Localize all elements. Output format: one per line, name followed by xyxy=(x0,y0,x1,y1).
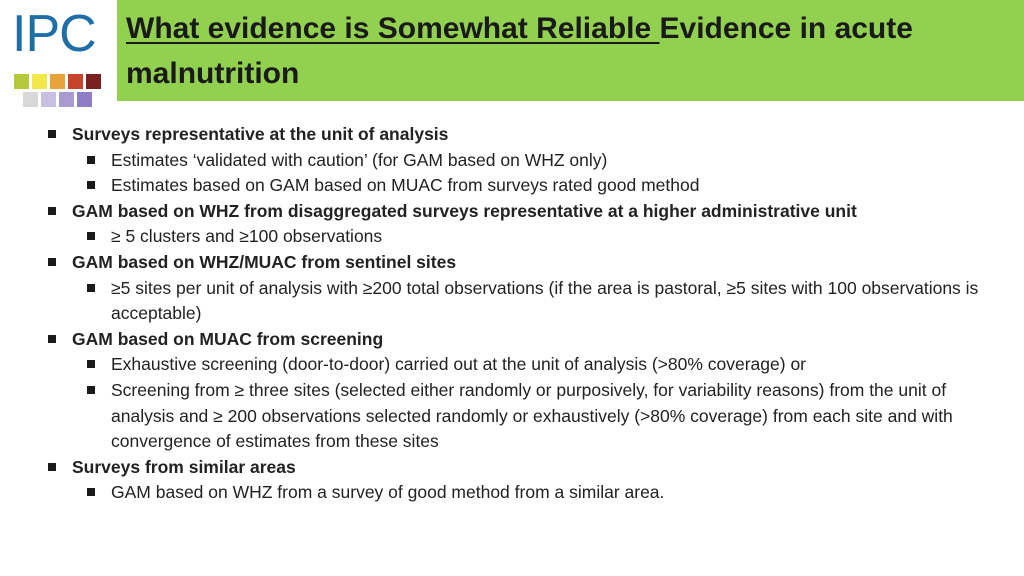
logo-bottom-square-3 xyxy=(77,92,92,107)
square-bullet-icon xyxy=(87,156,95,164)
bullet-text: Estimates ‘validated with caution’ (for GAM based on WHZ only) xyxy=(111,149,608,170)
bullet-item xyxy=(44,250,1004,276)
square-bullet-icon xyxy=(48,335,56,343)
bullet-item xyxy=(44,122,1004,148)
bullet-item xyxy=(44,455,1004,481)
bullet-text: Estimates based on GAM based on MUAC from surveys rated good method xyxy=(111,175,700,196)
logo-top-square-0 xyxy=(14,74,29,89)
sub-bullet-item xyxy=(44,378,1004,455)
square-bullet-icon xyxy=(48,258,56,266)
sub-bullet-item xyxy=(44,352,1004,378)
logo-text: IPC xyxy=(12,5,96,63)
logo-top-square-4 xyxy=(86,74,101,89)
bullet-text: Exhaustive screening (door-to-door) carried out at the unit of analysis (>80% coverage) or xyxy=(111,354,807,375)
page-title-underlined: What evidence is Somewhat Reliable xyxy=(126,12,660,45)
square-bullet-icon xyxy=(87,360,95,368)
square-bullet-icon xyxy=(87,181,95,189)
page-title xyxy=(126,6,1016,96)
bullet-text: GAM based on WHZ from disaggregated surveys representative at a higher administrative unit xyxy=(72,200,857,221)
bullet-text: GAM based on WHZ from a survey of good method from a similar area. xyxy=(111,482,665,503)
square-bullet-icon xyxy=(87,284,95,292)
square-bullet-icon xyxy=(48,130,56,138)
logo-top-square-2 xyxy=(50,74,65,89)
logo-top-square-1 xyxy=(32,74,47,89)
logo-bottom-square-0 xyxy=(23,92,38,107)
sub-bullet-item xyxy=(44,148,1004,174)
logo-row-top xyxy=(14,74,101,89)
sub-bullet-item xyxy=(44,276,1004,327)
logo-bottom-square-2 xyxy=(59,92,74,107)
square-bullet-icon xyxy=(48,463,56,471)
bullet-text: Screening from ≥ three sites (selected either randomly or purposively, for variability reasons) from the unit of analysis and ≥ 200 observations selected randomly or exhaustively (>80% coverage) from each site and with convergence of estimates from these sites xyxy=(111,379,953,452)
bullet-item xyxy=(44,199,1004,225)
page-title-rest: Evidence in acute malnutrition xyxy=(126,12,913,90)
sub-bullet-item xyxy=(44,224,1004,250)
bullet-list xyxy=(44,122,1004,506)
sub-bullet-item xyxy=(44,480,1004,506)
bullet-text: ≥ 5 clusters and ≥100 observations xyxy=(111,226,383,247)
logo-row-bottom xyxy=(23,92,101,107)
bullet-text: Surveys from similar areas xyxy=(72,456,296,477)
sub-bullet-item xyxy=(44,173,1004,199)
bullet-text: GAM based on MUAC from screening xyxy=(72,328,384,349)
bullet-text: Surveys representative at the unit of analysis xyxy=(72,124,449,144)
logo-color-grid xyxy=(14,74,101,110)
bullet-text: ≥5 sites per unit of analysis with ≥200 total observations (if the area is pastoral, ≥5 sites with 100 observations is acceptable) xyxy=(111,277,979,324)
square-bullet-icon xyxy=(87,488,95,496)
logo-top-square-3 xyxy=(68,74,83,89)
square-bullet-icon xyxy=(87,386,95,394)
ipc-logo xyxy=(10,5,100,114)
bullet-text: GAM based on WHZ/MUAC from sentinel sites xyxy=(72,251,457,272)
square-bullet-icon xyxy=(87,232,95,240)
square-bullet-icon xyxy=(48,207,56,215)
logo-bottom-square-1 xyxy=(41,92,56,107)
bullet-item xyxy=(44,327,1004,353)
